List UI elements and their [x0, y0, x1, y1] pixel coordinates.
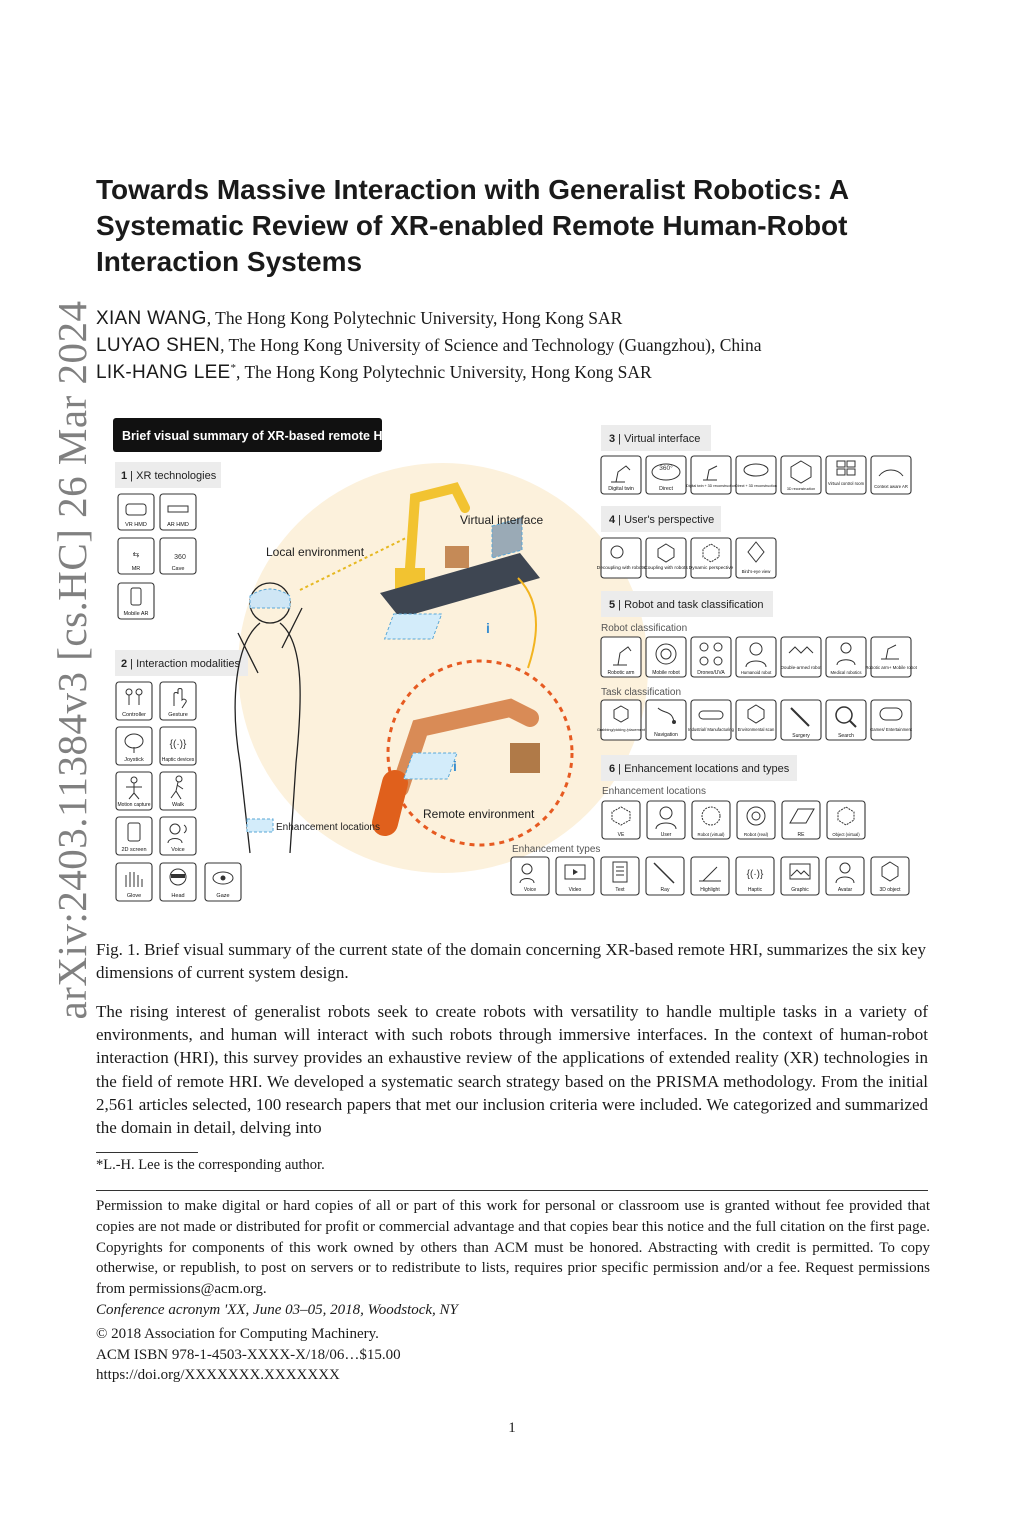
tile-coupling	[644, 538, 688, 578]
tile-decoupling	[597, 538, 646, 578]
tile-label: Joystick	[124, 757, 144, 763]
isbn-line: ACM ISBN 978-1-4503-XXXX-X/18/06…$15.00	[96, 1347, 401, 1363]
author-line	[96, 302, 622, 331]
tile-label: Cave	[171, 566, 185, 572]
tile-label: Head	[171, 893, 185, 899]
tile-robotic-arm	[601, 637, 641, 677]
tile-label: Haptic	[747, 887, 763, 893]
robot-class-label: Robot classification	[601, 623, 688, 634]
section-num: 5	[609, 599, 616, 611]
tile-type-ray	[646, 857, 684, 895]
tile-label: Graphic	[791, 887, 809, 893]
tile-label: Text	[615, 887, 625, 893]
tile-label: Highlight	[700, 887, 720, 893]
tile-head	[160, 863, 196, 901]
figure-1	[110, 418, 920, 908]
svg-text:5 | Robot and task classificat: 5 | Robot and task classification	[609, 599, 764, 611]
tile-search	[826, 700, 866, 740]
tile-medical-robotics	[826, 637, 866, 677]
tile-double-armed-robot	[781, 637, 823, 677]
tile-label: Haptic devices	[161, 757, 195, 763]
tile-label: Voice	[171, 847, 185, 853]
tile-games	[870, 700, 913, 740]
enh-marker	[404, 753, 457, 779]
legend-swatch	[247, 819, 273, 832]
tile-label: Mobile robot	[652, 670, 680, 676]
info-glyph: i	[453, 758, 457, 774]
tile-label: Walk	[171, 802, 185, 808]
author-affiliation: , The Hong Kong University of Science and Technology (Guangzhou), China	[220, 334, 762, 355]
tile-loc-object-virtual	[827, 801, 865, 839]
tile-type-video	[556, 857, 594, 895]
enh-loc-label: Enhancement locations	[602, 786, 706, 797]
author-affiliation: , The Hong Kong Polytechnic University, Hong Kong SAR	[236, 361, 652, 382]
tile-label: Dynamic perspective	[688, 566, 734, 571]
tile-direct-3d-recon	[735, 456, 777, 494]
doi-link[interactable]: https://doi.org/XXXXXXX.XXXXXXX	[96, 1367, 340, 1383]
tile-humanoid-robot	[736, 637, 776, 677]
permission-notice: Permission to make digital or hard copies of all or part of this work for personal or classroom use is granted without fee provided that copies are not made or distributed for profit or commercial advantage and that copies bear this notice and the full citation on the first page. Copyrights for components of this work owned by others than ACM must be honored. Abstracting with credit is permitted. To copy otherwise, or republish, to post on servers or to redistribute to lists, requires prior specific permission and/or a fee. Request permissions from permissions@acm.org.	[96, 1198, 930, 1298]
tile-label: Virtual control room	[827, 481, 865, 486]
tile-cave	[160, 538, 196, 574]
svg-text:3 | Virtual interface: 3 | Virtual interface	[609, 433, 701, 445]
legend-label: Enhancement locations	[276, 822, 380, 833]
section-label: Robot and task classification	[624, 599, 764, 611]
tile-joystick	[116, 727, 152, 765]
label-remote-environment: Remote environment	[423, 807, 535, 821]
tile-label: Robotic arm	[607, 670, 635, 676]
tile-type-graphic	[781, 857, 819, 895]
abstract: The rising interest of generalist robots seek to create robots with versatility to handle multiple tasks in a variety of environments, and human will interact with such robots through immersive interfaces. In the context of human-robot interaction (HRI), this survey provides an exhaustive review of the applications of extended reality (XR) technologies in the field of remote HRI. We developed a systematic search strategy based on the PRISMA methodology. From the initial 2,561 articles selected, 100 research papers that met our inclusion criteria were included. We categorized and summarized the domain in detail, delving into	[96, 1002, 928, 1138]
label-local-environment: Local environment	[266, 545, 365, 559]
tile-2d-screen	[116, 817, 152, 855]
tile-voice	[160, 817, 196, 855]
tile-label: 3D object	[879, 887, 901, 893]
task-class-label: Task classification	[601, 687, 682, 698]
tile-birds-eye-view	[736, 538, 776, 578]
tile-loc-robot-real	[737, 801, 775, 839]
tile-label: Surgery	[792, 733, 810, 739]
svg-text:4 | User's perspective: 4 | User's perspective	[609, 514, 715, 526]
tile-label: Robot (real)	[743, 832, 769, 837]
svg-text:{(·)}: {(·)}	[746, 869, 764, 880]
svg-text:6 | Enhancement locations and: 6 | Enhancement locations and types	[609, 763, 790, 775]
tile-label: Robotic arm+ Mobile robot	[865, 665, 917, 670]
section-num: 6	[609, 763, 616, 775]
tile-label: Digital twin + 3D reconstruction	[686, 484, 736, 488]
tile-label: Motion capture	[117, 802, 151, 808]
tile-label: Glove	[126, 893, 142, 899]
tile-label: Navigation	[654, 732, 678, 738]
tile-direct	[646, 456, 686, 494]
section-label: Virtual interface	[624, 433, 701, 445]
tile-label: Mobile AR	[123, 611, 149, 617]
section-header-4	[601, 506, 721, 532]
tile-label: AR HMD	[167, 522, 189, 528]
tile-label: Robot (virtual)	[697, 832, 725, 837]
footnote: *L.-H. Lee is the corresponding author.	[96, 1157, 325, 1173]
section-num: 2	[121, 658, 128, 670]
tile-controller	[116, 682, 152, 720]
tile-mobile-ar	[118, 583, 154, 619]
tile-context-aware-ar	[871, 456, 911, 494]
info-glyph: i	[486, 620, 490, 636]
section-header-1	[115, 462, 221, 488]
tile-label: Object (virtual)	[832, 832, 860, 837]
section-header-3	[601, 425, 711, 451]
footnote-rule	[96, 1152, 198, 1153]
tile-type-text	[601, 857, 639, 895]
tile-label: Gaze	[216, 893, 230, 899]
svg-text:1 | XR technologies: 1 | XR technologies	[121, 470, 217, 482]
author-name: LIK-HANG LEE	[96, 361, 231, 383]
tile-label: Drones/UVA	[697, 670, 725, 676]
tile-label: User	[660, 832, 672, 838]
section-num: 4	[609, 514, 616, 526]
tile-label: RE	[797, 832, 805, 838]
conference-line: Conference acronym 'XX, June 03–05, 2018, Woodstock, NY	[96, 1302, 458, 1318]
tile-label: Coupling with robots	[644, 566, 688, 571]
tile-type-voice	[511, 857, 549, 895]
section-header-2	[115, 650, 248, 676]
tile-type-3d-object	[871, 857, 909, 895]
figure-banner: Brief visual summary of XR-based remote HRI	[122, 429, 395, 443]
author-line	[96, 329, 762, 358]
tile-ar-hmd	[160, 494, 196, 530]
tile-gaze	[205, 863, 241, 901]
section-label: Interaction modalities	[136, 658, 241, 670]
copyright-line: © 2018 Association for Computing Machinery.	[96, 1326, 379, 1342]
tile-navigation	[646, 700, 686, 740]
tile-environmental-scan	[736, 700, 776, 740]
tile-label: Gesture	[168, 712, 188, 718]
tile-label: Environmental scan	[737, 727, 775, 732]
section-label: User's perspective	[624, 514, 715, 526]
tile-type-avatar	[826, 857, 864, 895]
permission-rule	[96, 1190, 928, 1191]
arxiv-stamp: arXiv:2403.11384v3 [cs.HC] 26 Mar 2024	[49, 300, 95, 1020]
tile-industrial	[688, 700, 735, 740]
tile-gesture	[160, 682, 196, 720]
tile-loc-user	[647, 801, 685, 839]
tile-dynamic-perspective	[689, 538, 734, 578]
tile-label: Medical robotics	[830, 670, 862, 675]
tile-digital-twin	[601, 456, 641, 494]
tile-label: Bird's-eye view	[741, 569, 771, 574]
enh-type-label: Enhancement types	[512, 844, 601, 855]
svg-text:⇆: ⇆	[132, 550, 140, 559]
tile-label: Grabbing/picking /placement	[596, 728, 646, 732]
page-number: 1	[508, 1420, 516, 1436]
tile-3d-recon	[781, 456, 821, 494]
author-name: XIAN WANG	[96, 307, 207, 329]
tile-drones	[691, 637, 731, 677]
author-name: LUYAO SHEN	[96, 334, 221, 356]
svg-text:{(·)}: {(·)}	[169, 739, 187, 750]
tile-label: Ray	[660, 887, 670, 893]
section-header-5	[601, 591, 773, 617]
tile-mr	[118, 538, 154, 574]
tile-mobile-robot	[646, 637, 686, 677]
tile-label: VR HMD	[125, 522, 147, 528]
tile-label: Controller	[122, 712, 146, 718]
tile-surgery	[781, 700, 821, 740]
tile-label: Direct	[659, 486, 673, 492]
tile-label: Avatar	[837, 887, 853, 893]
tile-label: Digital twin	[608, 486, 634, 492]
tile-label: Voice	[523, 887, 537, 893]
tile-label: Search	[838, 733, 854, 739]
tile-label: VE	[617, 832, 625, 838]
tile-loc-re	[782, 801, 820, 839]
tile-label: 3D reconstruction	[786, 487, 816, 491]
figure-caption: Fig. 1. Brief visual summary of the current state of the domain concerning XR-based remote HRI, summarizes the six key dimensions of current system design.	[96, 940, 926, 982]
svg-text:2 | Interaction modalities: 2 | Interaction modalities	[121, 658, 241, 670]
tile-motion-capture	[116, 772, 152, 810]
section-num: 1	[121, 470, 128, 482]
tile-arm-mobile-robot	[865, 637, 917, 677]
tile-label: Context aware AR	[874, 484, 908, 489]
tile-haptic-devices	[160, 727, 196, 765]
tile-label: Decoupling with robots	[596, 566, 646, 571]
section-num: 3	[609, 433, 616, 445]
tile-label: Double-armed robot	[780, 665, 822, 670]
tile-label: Humanoid robot	[740, 670, 772, 675]
tile-label: Video	[568, 887, 582, 893]
tile-loc-ve	[602, 801, 640, 839]
tile-loc-robot-virtual	[692, 801, 730, 839]
tile-type-haptic	[736, 857, 774, 895]
direct-glyph: 360°	[659, 465, 673, 472]
tile-label: Games/ Entertainment	[870, 727, 912, 732]
section-header-6	[601, 755, 797, 781]
tile-grabbing	[597, 700, 646, 740]
tile-vr-hmd	[118, 494, 154, 530]
section-label: Enhancement locations and types	[624, 763, 790, 775]
tile-walk	[160, 772, 196, 810]
label-virtual-interface: Virtual interface	[460, 513, 544, 527]
tile-label: Direct + 3D reconstruction	[735, 484, 777, 488]
tile-glove	[116, 863, 152, 901]
tile-type-highlight	[691, 857, 729, 895]
tile-dt-3d-recon	[686, 456, 736, 494]
enh-marker	[385, 614, 442, 639]
cave-glyph: 360	[174, 554, 186, 561]
section-label: XR technologies	[136, 470, 217, 482]
paper-title: Towards Massive Interaction with Generalist Robotics: A Systematic Review of XR-enabled Remote Human-Robot Interaction Systems	[96, 174, 849, 277]
tile-label: 2D screen	[121, 847, 147, 853]
author-affiliation: , The Hong Kong Polytechnic University, Hong Kong SAR	[206, 307, 623, 328]
author-mark: *	[230, 362, 237, 374]
author-line	[96, 356, 652, 385]
tile-label: MR	[131, 566, 141, 572]
tile-virtual-control-room	[826, 456, 866, 494]
tile-label: Industrial/ Manufacturing	[688, 727, 734, 732]
